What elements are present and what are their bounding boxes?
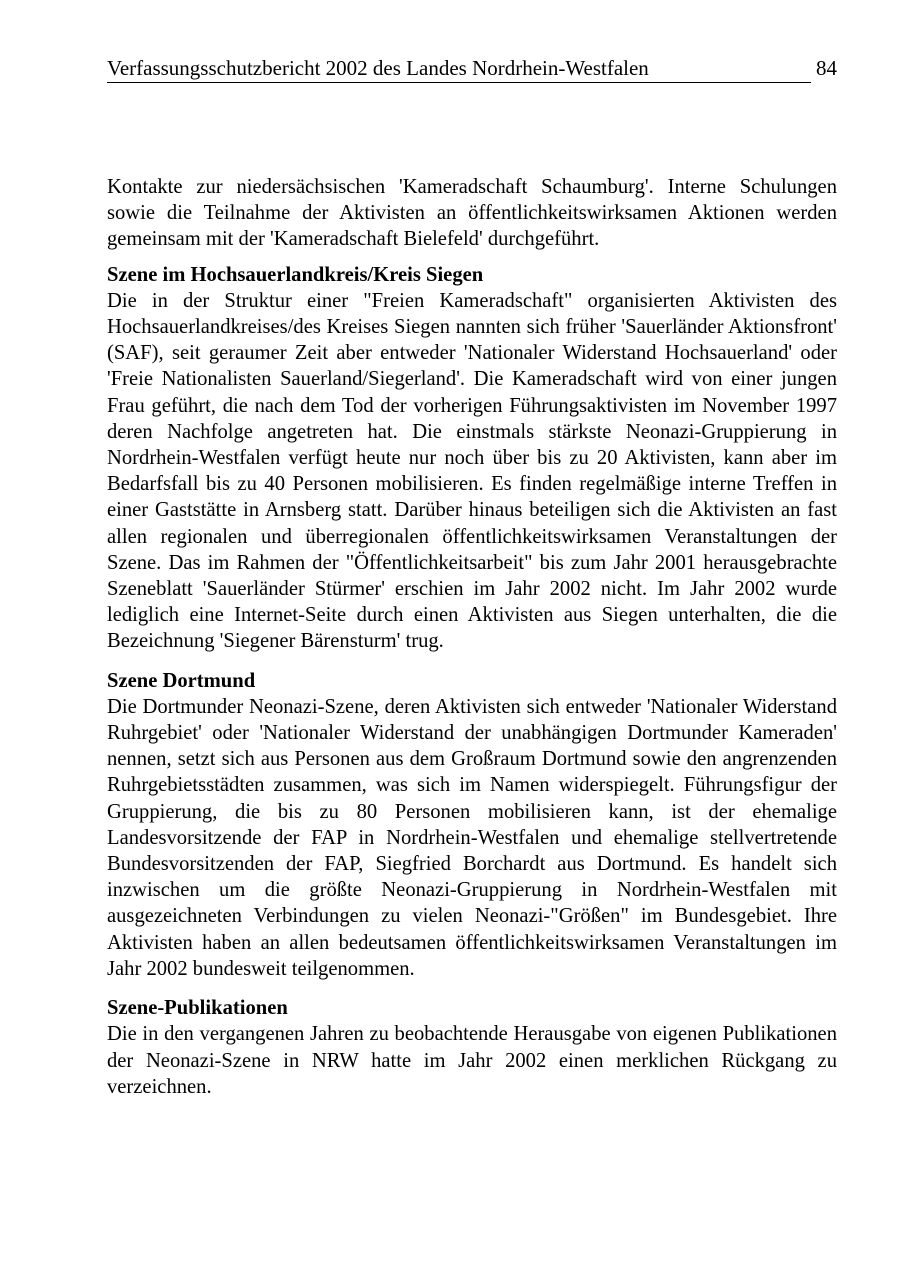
section-text-publikationen: Die in den vergangenen Jahren zu beobachtende Herausgabe von eigenen Publikationen der Neonazi-Szene in NRW hatte im Jahr 2002 einen merklichen Rückgang zu verzeichnen. [107,1023,837,1098]
header-title: Verfassungsschutzbericht 2002 des Landes Nordrhein-Westfalen [107,56,649,80]
page-number: 84 [816,56,837,80]
section-heading-publikationen: Szene-Publikationen [107,997,288,1020]
intro-paragraph: Kontakte zur niedersächsischen 'Kameradschaft Schaumburg'. Interne Schulungen sowie die Teilnahme der Aktivisten an öffentlichkeitswirksamen Aktionen werden gemeinsam mit der 'Kameradschaft Bielefeld' durchgeführt. [107,176,837,251]
page-header [107,54,837,83]
section-heading-dortmund: Szene Dortmund [107,669,256,692]
document-body [107,174,837,1100]
section-text-hochsauerland: Die in der Struktur einer "Freien Kameradschaft" organisierten Aktivisten des Hochsauerlandkreises/des Kreises Siegen nannten sich früher 'Sauerländer Aktionsfront' (SAF), seit geraumer Zeit aber entweder 'Nationaler Widerstand Hochsauerland' oder 'Freie Nationalisten Sauerland/Siegerland'. Die Kameradschaft wird von einer jungen Frau geführt, die nach dem Tod der vorherigen Führungsaktivisten im November 1997 deren Nachfolge angetreten hat. Die einstmals stärkste Neonazi-Gruppierung in Nordrhein-Westfalen verfügt heute nur noch über bis zu 20 Aktivisten, kann aber im Bedarfsfall bis zu 40 Personen mobilisieren. Es finden regelmäßige interne Treffen in einer Gaststätte in Arnsberg statt. Darüber hinaus beteiligen sich die Aktivisten an fast allen regionalen und überregionalen öffentlichkeitswirksamen Veranstaltungen der Szene. Das im Rahmen der "Öffentlichkeitsarbeit" bis zum Jahr 2001 herausgebrachte Szeneblatt 'Sauerländer Stürmer' erschien im Jahr 2002 nicht. Im Jahr 2002 wurde lediglich eine Internet-Seite durch einen Aktivisten aus Siegen unterhalten, die die Bezeichnung 'Siegener Bärensturm' trug. [107,289,837,653]
section-heading-hochsauerland: Szene im Hochsauerlandkreis/Kreis Siegen [107,263,484,286]
section-text-dortmund: Die Dortmunder Neonazi-Szene, deren Aktivisten sich entweder 'Nationaler Widerstand Ruhrgebiet' oder 'Nationaler Widerstand der unabhängigen Dortmunder Kameraden' nennen, setzt sich aus Personen aus dem Großraum Dortmund sowie den angrenzenden Ruhrgebietsstädten zusammen, was sich im Namen widerspiegelt. Führungsfigur der Gruppierung, die bis zu 80 Personen mobilisieren kann, ist der ehemalige Landesvorsitzende der FAP in Nordrhein-Westfalen und ehemalige stellvertretende Bundesvorsitzenden der FAP, Siegfried Borchardt aus Dortmund. Es handelt sich inzwischen um die größte Neonazi-Gruppierung in Nordrhein-Westfalen mit ausgezeichneten Verbindungen zu vielen Neonazi-"Größen" im Bundesgebiet. Ihre Aktivisten haben an allen bedeutsamen öffentlichkeitswirksamen Veranstaltungen im Jahr 2002 bundesweit teilgenommen. [107,695,837,980]
